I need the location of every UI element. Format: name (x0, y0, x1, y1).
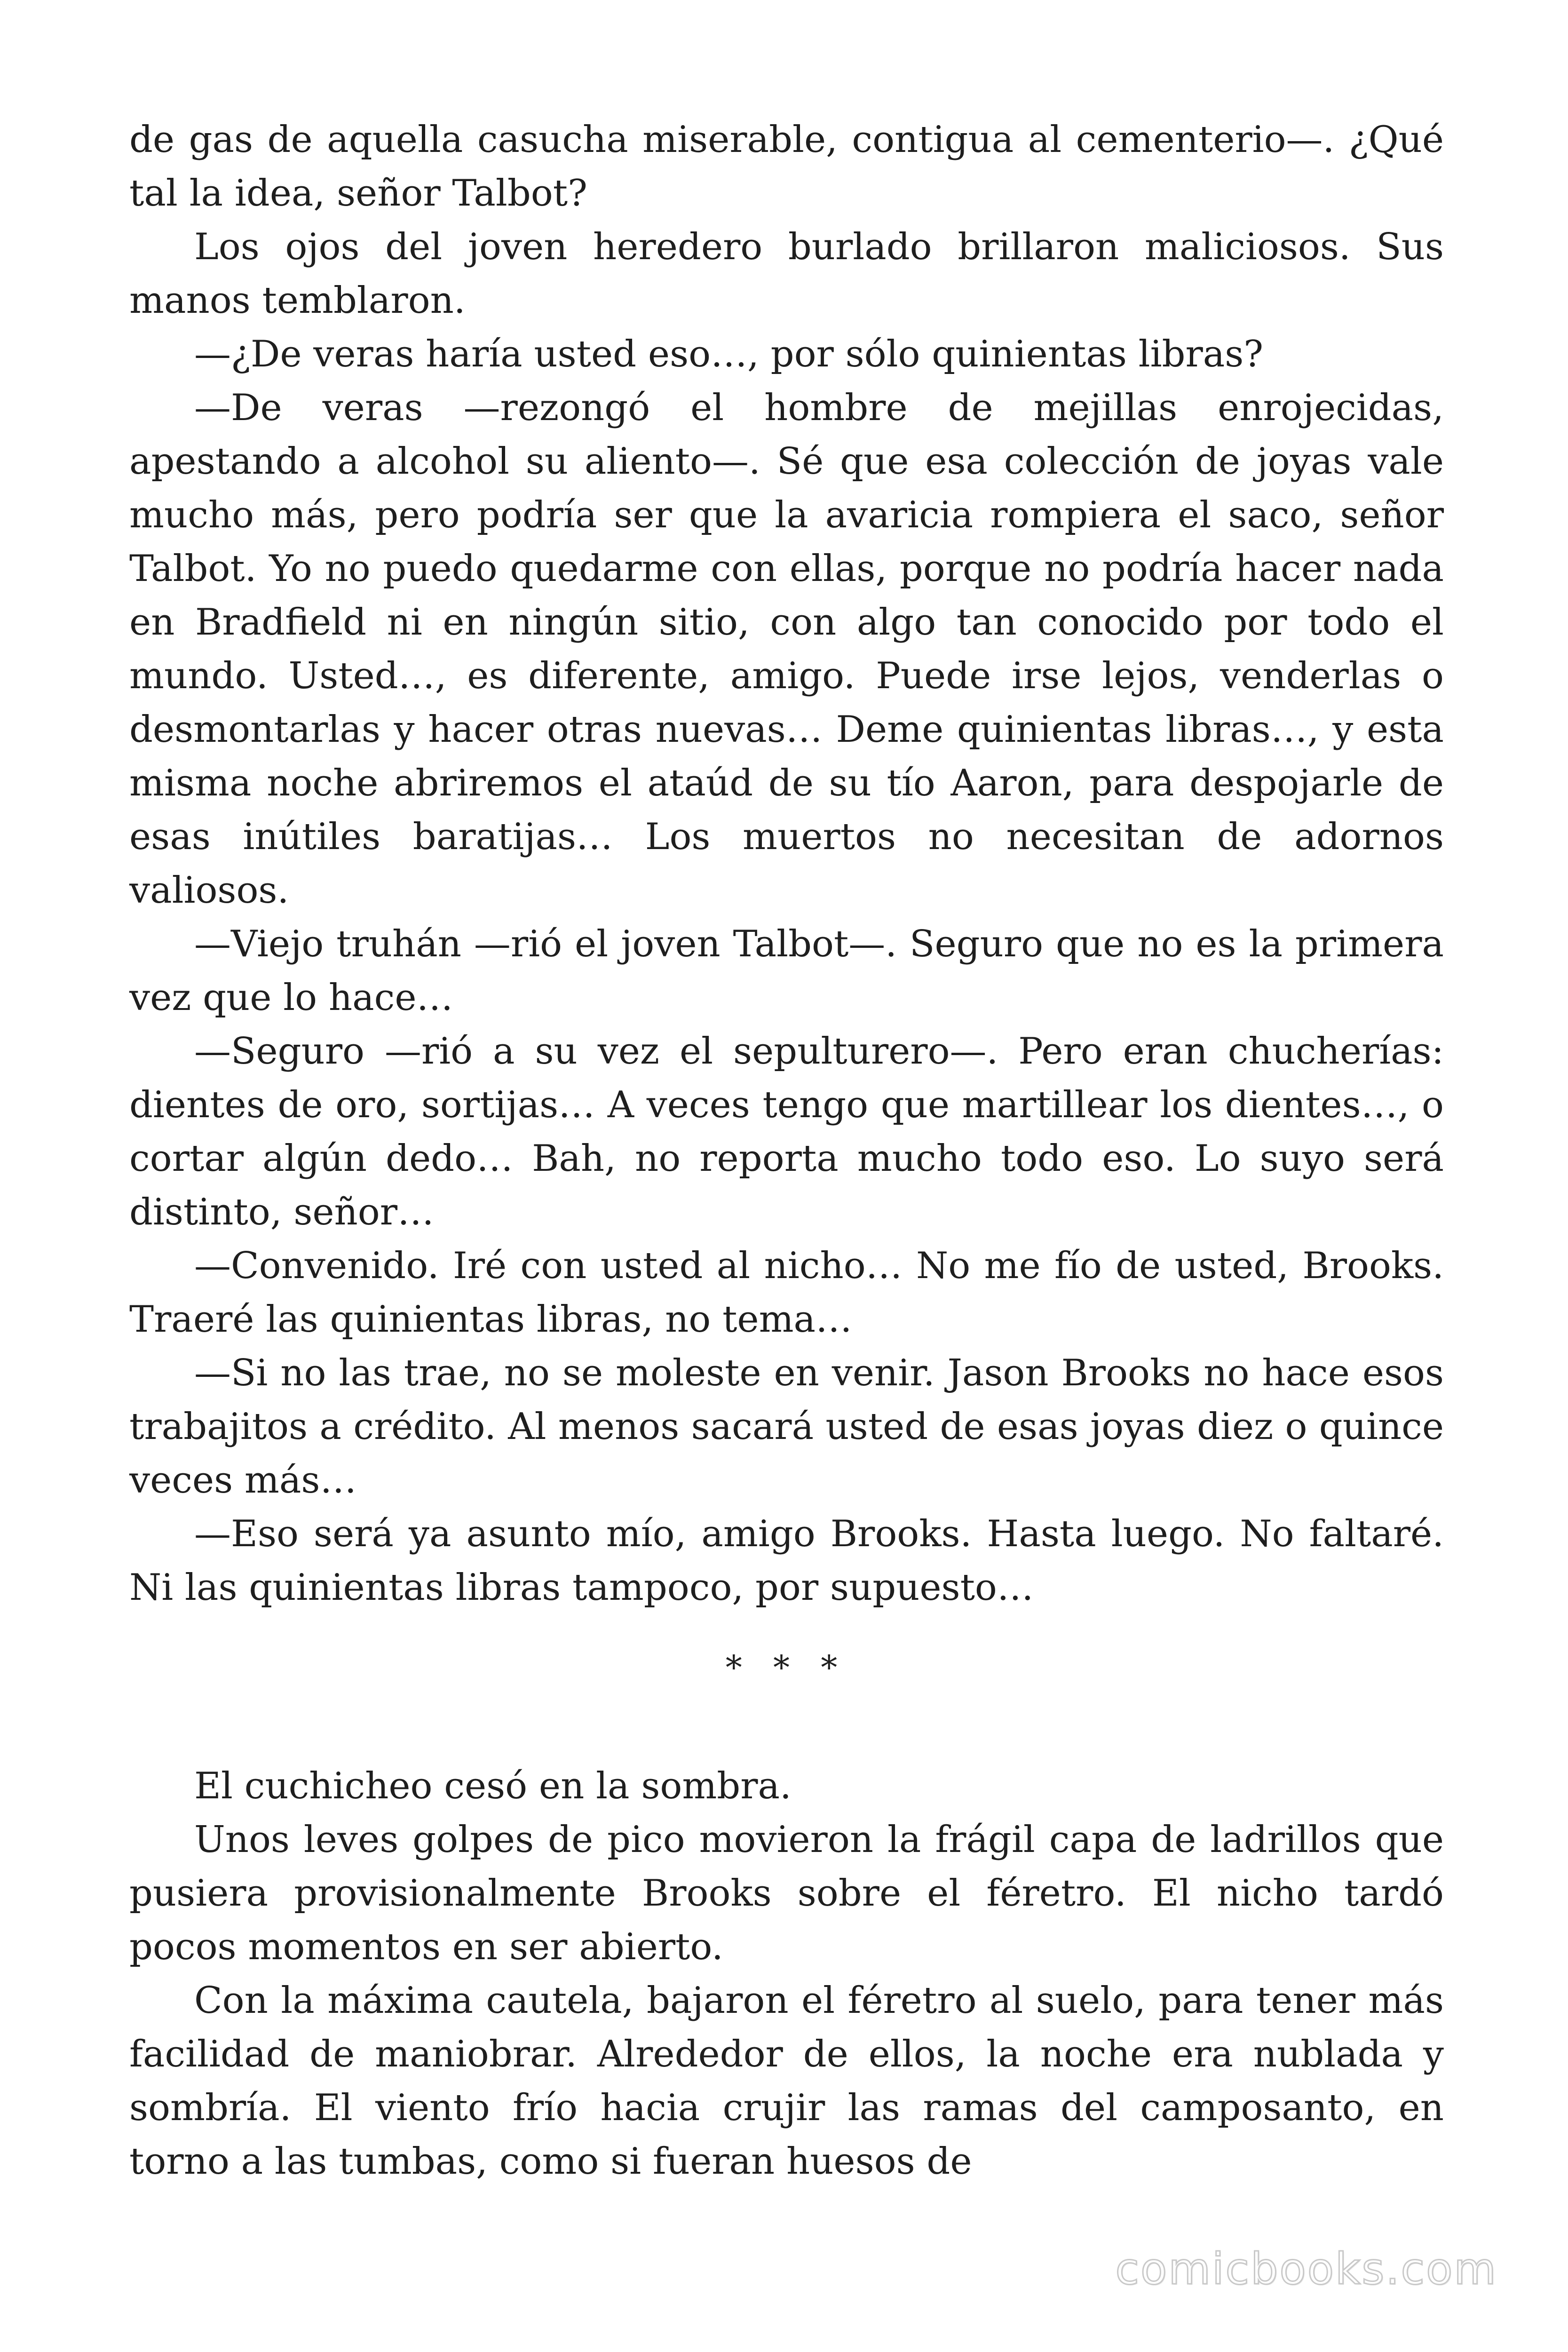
paragraph: —Convenido. Iré con usted al nicho… No me fío de usted, Brooks. Traeré las quinientas libras, no tema… (129, 1245, 1444, 1341)
scene-separator: * * * (725, 1648, 848, 1687)
paragraph: El cuchicheo cesó en la sombra. (194, 1765, 792, 1807)
paragraph: —Si no las trae, no se moleste en venir. Jason Brooks no hace esos trabajitos a crédito. Al menos sacará usted de esas joyas diez o quince veces más… (129, 1352, 1444, 1502)
paragraph: Con la máxima cautela, bajaron el féretro al suelo, para tener más facilidad de maniobrar. Alrededor de ellos, la noche era nublada y sombría. El viento frío hacia crujir las ramas del camposanto, en torno a las tumbas, como si fueran huesos de (129, 1979, 1444, 2183)
paragraph: —¿De veras haría usted eso…, por sólo quinientas libras? (194, 333, 1264, 375)
paragraph: Los ojos del joven heredero burlado brillaron maliciosos. Sus manos temblaron. (129, 226, 1444, 322)
paragraph: —Seguro —rió a su vez el sepulturero—. Pero eran chucherías: dientes de oro, sortijas… A veces tengo que martillear los dientes…, o cortar algún dedo… Bah, no reporta mucho todo eso. Lo suyo será distinto, señor… (129, 1030, 1444, 1233)
paragraph: Unos leves golpes de pico movieron la frágil capa de ladrillos que pusiera provisionalmente Brooks sobre el féretro. El nicho tardó pocos momentos en ser abierto. (129, 1819, 1444, 1968)
page-body (129, 113, 1444, 2188)
paragraph: —De veras —rezongó el hombre de mejillas enrojecidas, apestando a alcohol su aliento—. Sé que esa colección de joyas vale mucho más, pero podría ser que la avaricia rompiera el saco, señor Talbot. Yo no puedo quedarme con ellas, porque no podría hacer nada en Bradfield ni en ningún sitio, con algo tan conocido por todo el mundo. Usted…, es diferente, amigo. Puede irse lejos, venderlas o desmontarlas y hacer otras nuevas… Deme quinientas libras…, y esta misma noche abriremos el ataúd de su tío Aaron, para despojarle de esas inútiles baratijas… Los muertos no necesitan de adornos valiosos. (129, 387, 1444, 912)
paragraph: —Viejo truhán —rió el joven Talbot—. Seguro que no es la primera vez que lo hace… (129, 923, 1444, 1019)
paragraph: —Eso será ya asunto mío, amigo Brooks. Hasta luego. No faltaré. Ni las quinientas libras tampoco, por supuesto… (129, 1513, 1444, 1609)
watermark-logo: comicbooks.com (1115, 2244, 1497, 2294)
paragraph: de gas de aquella casucha miserable, contigua al cementerio—. ¿Qué tal la idea, señor Talbot? (129, 119, 1444, 215)
